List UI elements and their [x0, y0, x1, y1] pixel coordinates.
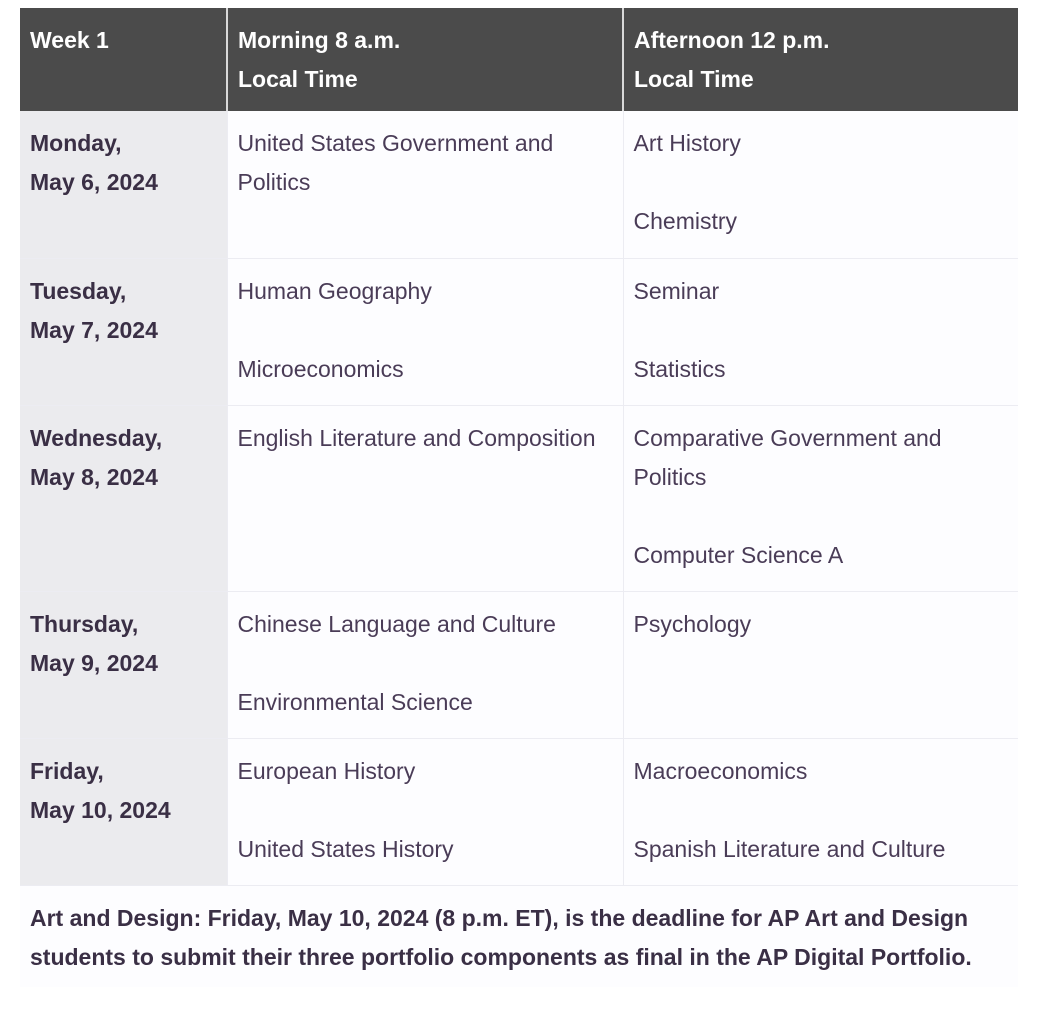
exam-schedule — [20, 8, 1018, 987]
weekday: Tuesday, — [30, 277, 127, 304]
day-cell — [20, 738, 227, 885]
afternoon-timezone-label: Local Time — [634, 66, 754, 92]
exam-subject: Macroeconomics — [633, 757, 808, 784]
table-row — [20, 591, 1018, 738]
afternoon-cell — [623, 258, 1018, 405]
weekday: Monday, — [30, 130, 122, 156]
weekday: Friday, — [30, 757, 104, 784]
table-row — [20, 738, 1018, 885]
exam-subject: Microeconomics — [237, 355, 404, 382]
weekday: Thursday, — [30, 610, 139, 637]
exam-subject: United States Government and Politics — [237, 130, 554, 195]
day-cell — [20, 591, 227, 738]
morning-cell — [227, 405, 623, 591]
exam-subject: Spanish Literature and Culture — [633, 835, 946, 862]
schedule-table — [20, 8, 1018, 886]
afternoon-cell — [623, 405, 1018, 591]
exam-subject: Human Geography — [237, 277, 432, 304]
exam-subject: Seminar — [633, 277, 720, 304]
exam-subject: English Literature and Composition — [237, 424, 596, 451]
table-row — [20, 258, 1018, 405]
date: May 6, 2024 — [30, 169, 158, 195]
morning-header — [227, 8, 623, 111]
afternoon-cell — [623, 738, 1018, 885]
day-cell — [20, 405, 227, 591]
date: May 8, 2024 — [30, 463, 158, 490]
morning-cell — [227, 111, 623, 258]
table-row — [20, 405, 1018, 591]
afternoon-cell — [623, 591, 1018, 738]
exam-subject: Chemistry — [633, 208, 738, 234]
exam-subject: United States History — [237, 835, 454, 862]
exam-subject: Psychology — [633, 610, 752, 637]
morning-cell — [227, 738, 623, 885]
weekday: Wednesday, — [30, 424, 163, 451]
exam-subject: Statistics — [633, 355, 726, 382]
afternoon-time-label: Afternoon 12 p.m. — [634, 27, 830, 53]
day-cell — [20, 258, 227, 405]
morning-time-label: Morning 8 a.m. — [238, 27, 401, 53]
exam-subject: Environmental Science — [237, 688, 473, 715]
exam-subject: Comparative Government and Politics — [633, 424, 942, 490]
exam-subject: Chinese Language and Culture — [237, 610, 556, 637]
exam-subject: Computer Science A — [633, 541, 844, 568]
day-cell — [20, 111, 227, 258]
date: May 7, 2024 — [30, 316, 158, 343]
week-header — [20, 8, 227, 111]
exam-subject: Art History — [633, 130, 741, 156]
table-row — [20, 111, 1018, 258]
date: May 10, 2024 — [30, 796, 171, 823]
afternoon-header — [623, 8, 1018, 111]
morning-cell — [227, 258, 623, 405]
date: May 9, 2024 — [30, 649, 158, 676]
header-row — [20, 8, 1018, 111]
art-design-deadline-note: Art and Design: Friday, May 10, 2024 (8 p.m. ET), is the deadline for AP Art and Design students to submit their three portfolio components as final in the AP Digital Portfolio. — [20, 886, 1018, 987]
week-label: Week 1 — [30, 27, 109, 53]
exam-subject: European History — [237, 757, 416, 784]
morning-timezone-label: Local Time — [238, 66, 358, 92]
afternoon-cell — [623, 111, 1018, 258]
morning-cell — [227, 591, 623, 738]
